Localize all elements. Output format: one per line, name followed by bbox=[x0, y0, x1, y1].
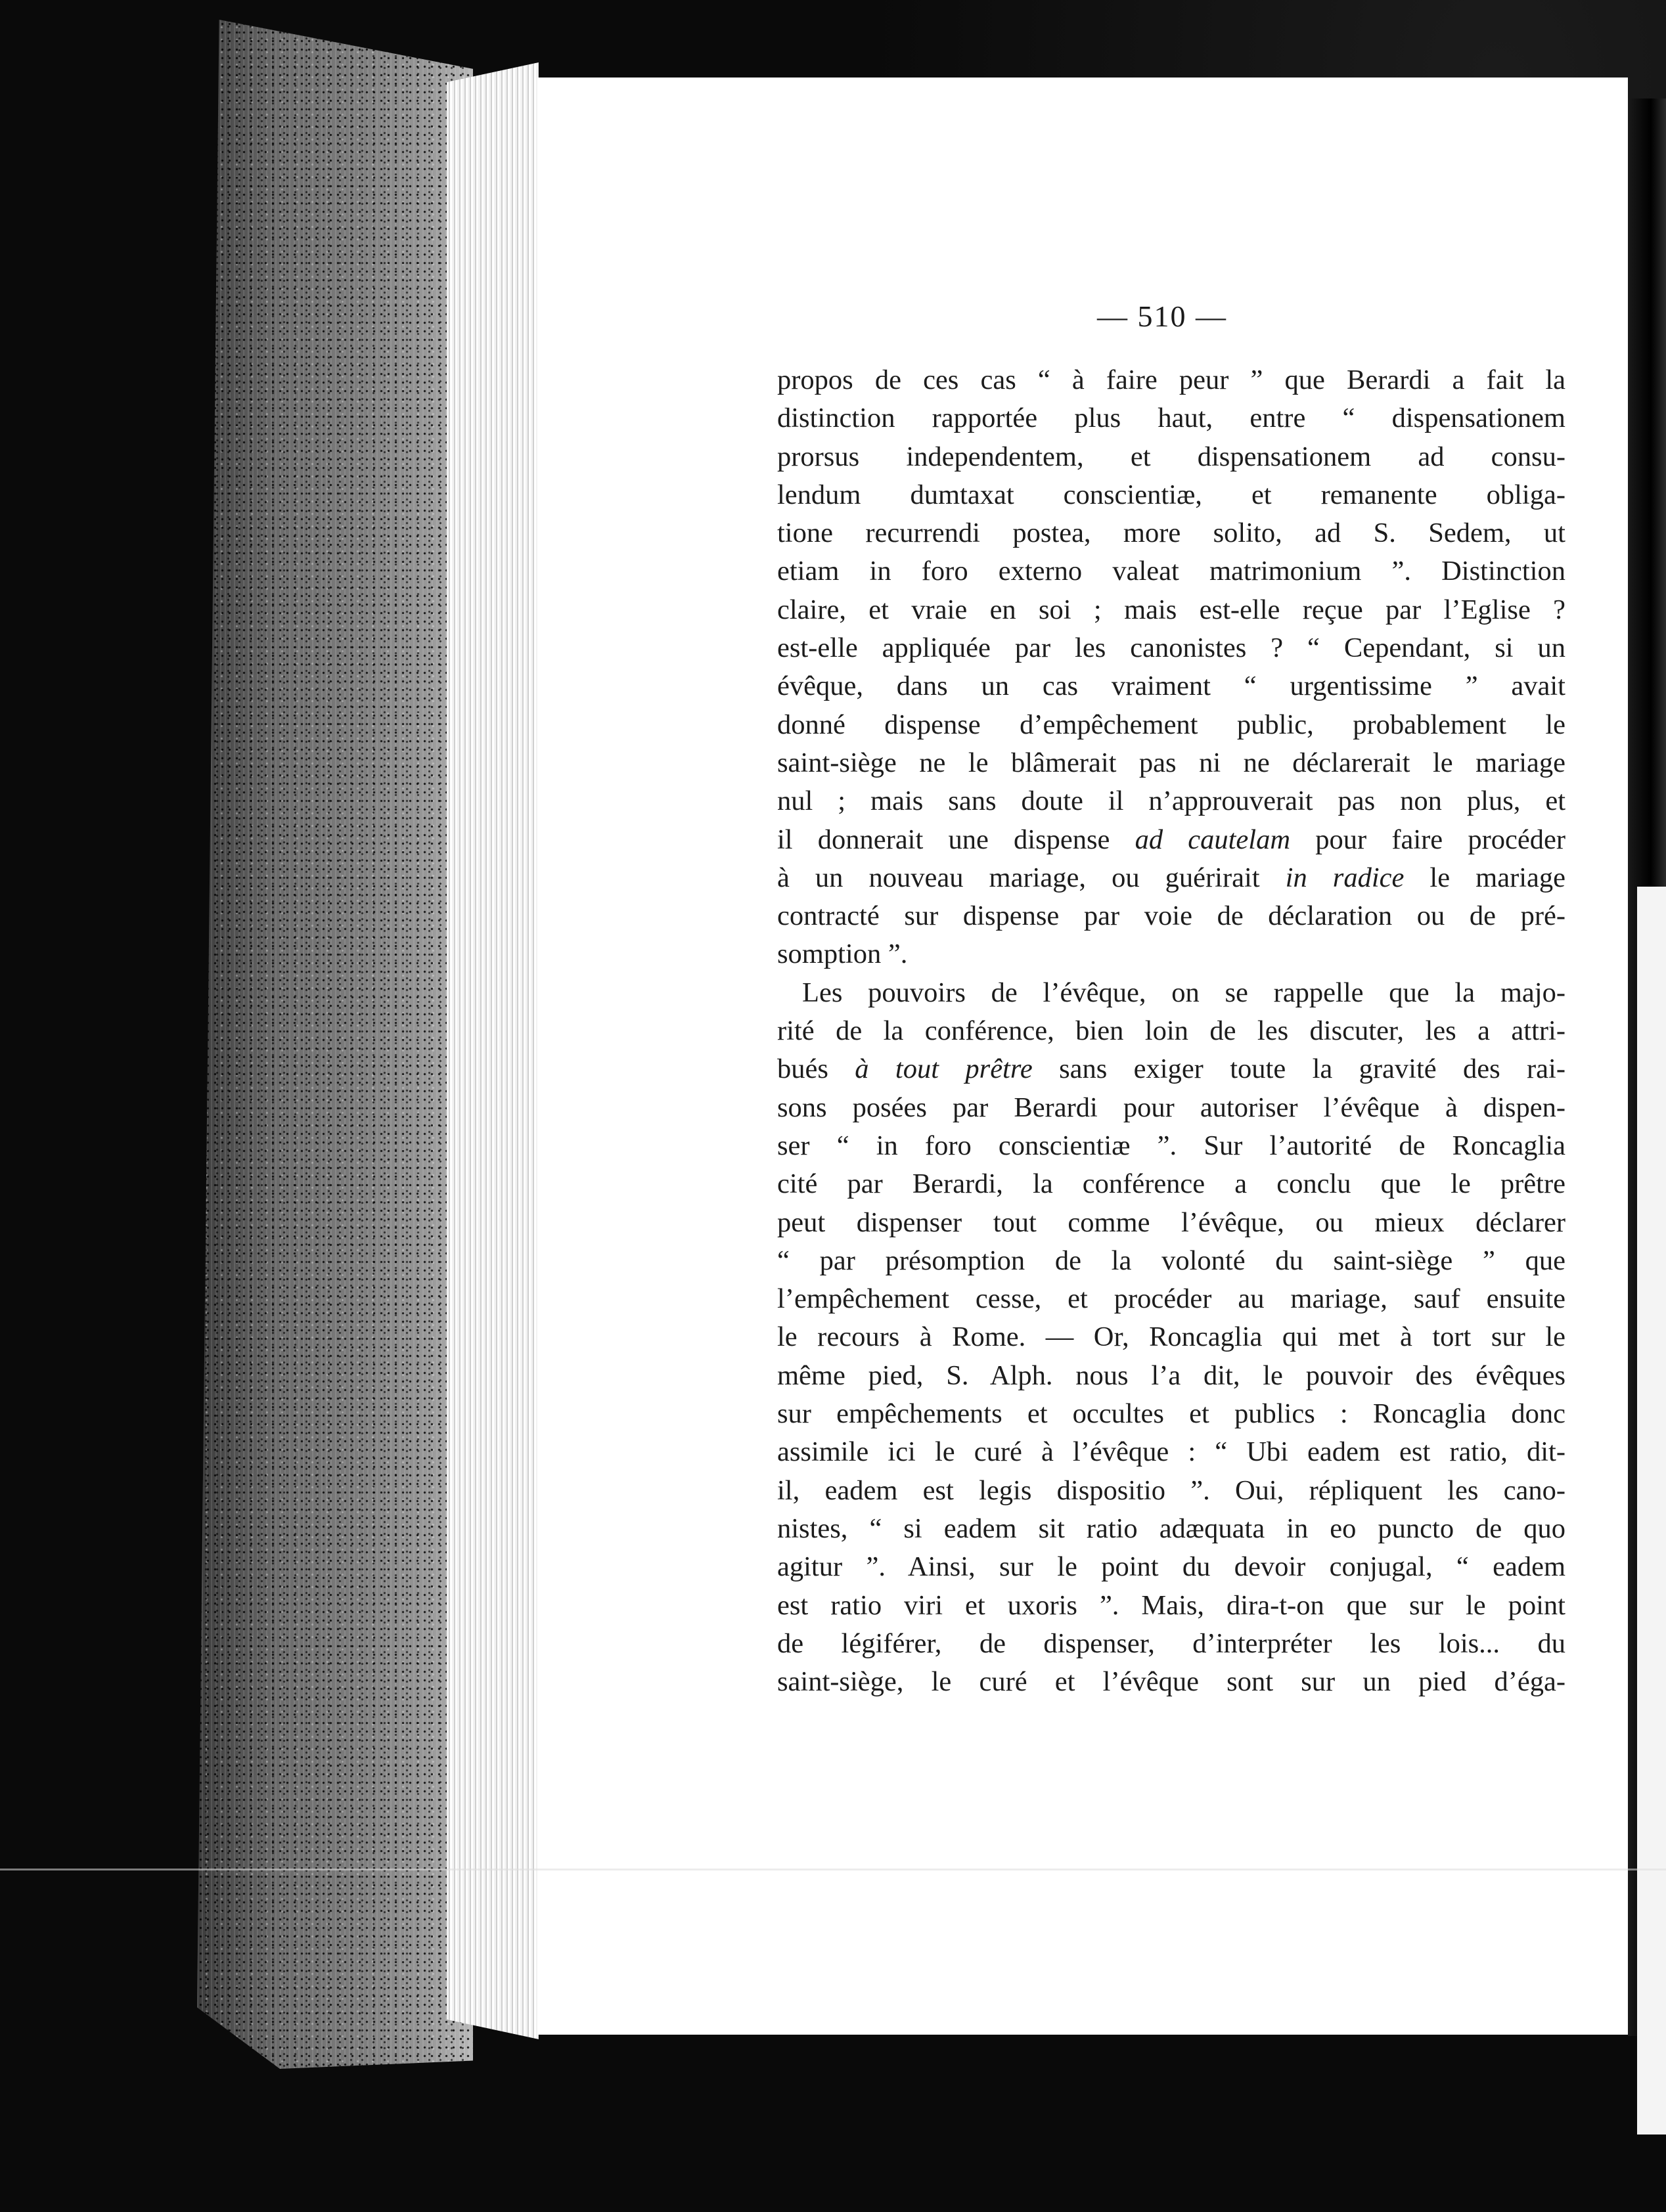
italic-phrase: ad cautelam bbox=[1135, 824, 1291, 855]
page-stack-edges bbox=[447, 62, 539, 2039]
book-fore-edge bbox=[197, 20, 473, 2069]
text-line: distinction rapportée plus haut, entre “ dispensationem bbox=[777, 403, 1565, 434]
right-page-shadow bbox=[1628, 99, 1666, 2036]
scan-artifact-line bbox=[0, 1869, 1666, 1870]
italic-phrase: in radice bbox=[1285, 862, 1405, 893]
text-line bbox=[777, 859, 1565, 897]
text-line: donné dispense d’empêchement public, probablement le bbox=[777, 709, 1565, 740]
text-line: rité de la conférence, bien loin de les discuter, les a attri- bbox=[777, 1015, 1565, 1047]
page-number: — 510 — bbox=[1097, 299, 1227, 333]
text-line bbox=[777, 1050, 1565, 1088]
text-line: nistes, “ si eadem sit ratio adæquata in eo puncto de quo bbox=[777, 1513, 1565, 1544]
text-line: lendum dumtaxat conscientiæ, et remanente obliga- bbox=[777, 479, 1565, 510]
text-line: “ par présomption de la volonté du saint-siège ” que bbox=[777, 1245, 1565, 1276]
text-segment: à un nouveau mariage, ou guérirait bbox=[777, 862, 1286, 893]
italic-phrase: à tout prêtre bbox=[855, 1053, 1033, 1085]
text-line: est ratio viri et uxoris ”. Mais, dira-t-on que sur le point bbox=[777, 1589, 1565, 1621]
text-segment: le mariage bbox=[1404, 862, 1566, 893]
page-body-text bbox=[777, 361, 1565, 1701]
text-line: sons posées par Berardi pour autoriser l’évêque à dispen- bbox=[777, 1092, 1565, 1123]
text-line: sur empêchements et occultes et publics : Roncaglia donc bbox=[777, 1398, 1565, 1430]
text-line: même pied, S. Alph. nous l’a dit, le pouvoir des évêques bbox=[777, 1360, 1565, 1391]
text-segment: il donnerait une dispense bbox=[777, 824, 1135, 855]
text-line: assimile ici le curé à l’évêque : “ Ubi eadem est ratio, dit- bbox=[777, 1436, 1565, 1468]
text-line: l’empêchement cesse, et procéder au mariage, sauf ensuite bbox=[777, 1283, 1565, 1315]
text-line: de légiférer, de dispenser, d’interpréter les lois... du bbox=[777, 1627, 1565, 1659]
text-line: ser “ in foro conscientiæ ”. Sur l’autorité de Roncaglia bbox=[777, 1130, 1565, 1161]
text-line: agitur ”. Ainsi, sur le point du devoir conjugal, “ eadem bbox=[777, 1551, 1565, 1583]
text-line: saint-siège, le curé et l’évêque sont sur un pied d’éga- bbox=[777, 1666, 1565, 1698]
text-line: le recours à Rome. — Or, Roncaglia qui met à tort sur le bbox=[777, 1321, 1565, 1353]
text-line: tione recurrendi postea, more solito, ad S. Sedem, ut bbox=[777, 518, 1565, 549]
text-segment: bués bbox=[777, 1053, 855, 1085]
text-line: somption ”. bbox=[777, 939, 908, 970]
text-line: Les pouvoirs de l’évêque, on se rappelle que la majo- bbox=[802, 977, 1565, 1008]
text-segment: pour faire procéder bbox=[1290, 824, 1565, 855]
text-line: claire, et vraie en soi ; mais est-elle reçue par l’Eglise ? bbox=[777, 594, 1565, 625]
text-line: saint-siège ne le blâmerait pas ni ne déclarerait le mariage bbox=[777, 747, 1565, 778]
text-line: cité par Berardi, la conférence a conclu que le prêtre bbox=[777, 1168, 1565, 1200]
text-line: évêque, dans un cas vraiment “ urgentissime ” avait bbox=[777, 671, 1565, 702]
text-segment: sans exiger toute la gravité des rai- bbox=[1032, 1053, 1566, 1085]
text-line: propos de ces cas “ à faire peur ” que Berardi a fait la bbox=[777, 365, 1565, 395]
text-line: peut dispenser tout comme l’évêque, ou mieux déclarer bbox=[777, 1206, 1565, 1238]
text-line: est-elle appliquée par les canonistes ? “ Cependant, si un bbox=[777, 632, 1565, 664]
text-line: nul ; mais sans doute il n’approuverait pas non plus, et bbox=[777, 785, 1565, 817]
text-line: contracté sur dispense par voie de déclaration ou de pré- bbox=[777, 900, 1565, 932]
text-line: prorsus independentem, et dispensationem ad consu- bbox=[777, 441, 1565, 472]
text-line: il, eadem est legis dispositio ”. Oui, répliquent les cano- bbox=[777, 1474, 1565, 1506]
text-line bbox=[777, 821, 1565, 859]
text-line: etiam in foro externo valeat matrimonium ”. Distinction bbox=[777, 556, 1565, 587]
